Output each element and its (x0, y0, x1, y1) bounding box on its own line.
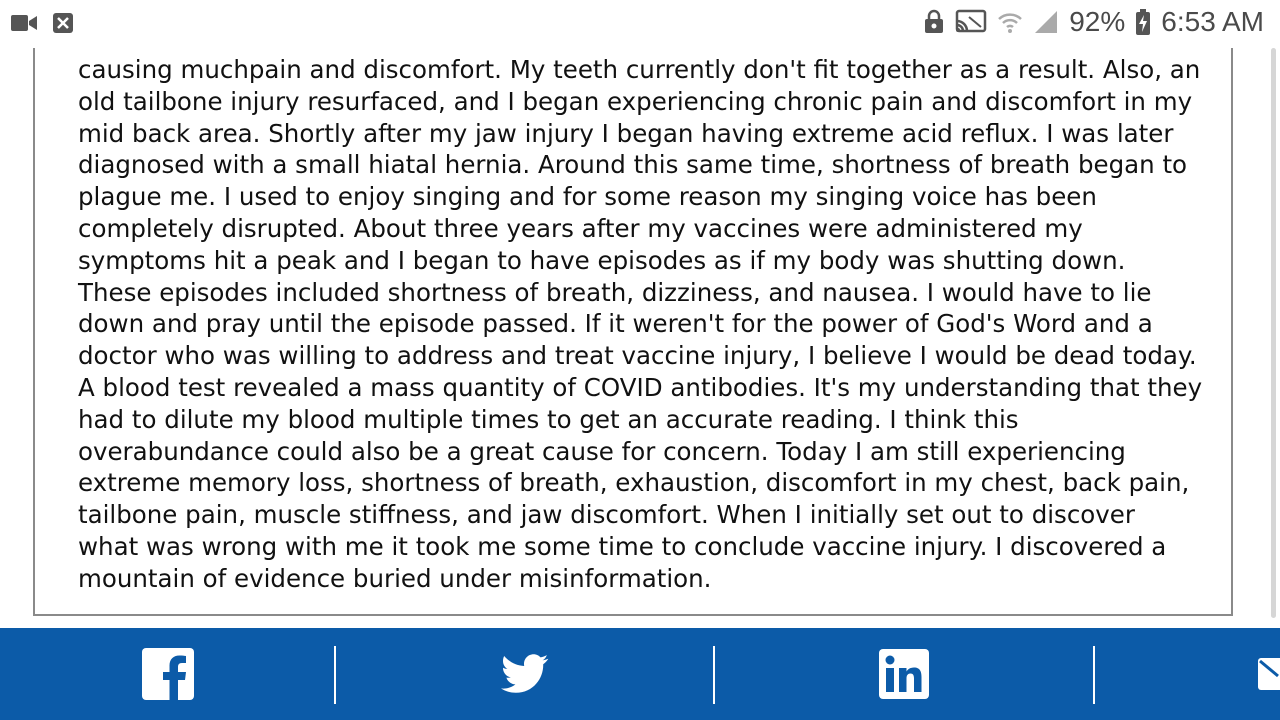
article-line: tailbone pain, muscle stiffness, and jaw discomfort. When I initially set out to discover (78, 500, 1135, 530)
status-left-icons (10, 12, 74, 34)
article-line: These episodes included shortness of breath, dizziness, and nausea. I would have to lie (78, 277, 1152, 307)
article-line: completely disrupted. About three years after my vaccines were administered my (78, 213, 1083, 243)
status-bar (0, 0, 1280, 48)
status-right-icons (923, 6, 1264, 38)
article-line: old tailbone injury resurfaced, and I began experiencing chronic pain and discomfort in my (78, 86, 1193, 116)
article-line: mountain of evidence buried under misinformation. (78, 563, 712, 593)
close-box-icon (52, 12, 74, 34)
battery-percentage: 92% (1069, 6, 1126, 37)
article-line: what was wrong with me it took me some time to conclude vaccine injury. I discovered a (78, 531, 1167, 561)
article-text-box (33, 20, 1233, 616)
page-scrollbar[interactable] (1271, 48, 1276, 618)
video-camera-icon (10, 12, 38, 34)
article-line: overabundance could also be a great cause for concern. Today I am still experiencing (78, 436, 1126, 466)
facebook-share-button[interactable] (0, 628, 335, 720)
article-line: A blood test revealed a mass quantity of COVID antibodies. It's my understanding that they (78, 372, 1203, 402)
article-line: doctor who was willing to address and treat vaccine injury, I believe I would be dead today. (78, 341, 1197, 371)
cast-icon (955, 9, 987, 35)
email-icon (1258, 656, 1280, 692)
twitter-share-button[interactable] (336, 628, 714, 720)
article-body (78, 54, 1208, 595)
share-bar (0, 628, 1280, 720)
article-line: diagnosed with a small hiatal hernia. Around this same time, shortness of breath began to (78, 150, 1188, 180)
lock-icon (923, 9, 945, 35)
article-line: symptoms hit a peak and I began to have episodes as if my body was shutting down. (78, 245, 1126, 275)
facebook-icon (142, 648, 194, 700)
email-share-button[interactable] (1095, 628, 1280, 720)
battery-charging-icon (1135, 8, 1151, 36)
article-line: plague me. I used to enjoy singing and for some reason my singing voice has been (78, 182, 1097, 212)
linkedin-share-button[interactable] (715, 628, 1093, 720)
article-line: causing muchpain and discomfort. My teeth currently don't fit together as a result. Also, an (78, 55, 1201, 84)
twitter-icon (501, 654, 549, 694)
signal-icon (1033, 9, 1059, 35)
article-line: down and pray until the episode passed. If it weren't for the power of God's Word and a (78, 309, 1153, 339)
linkedin-icon (879, 649, 929, 699)
article-line: extreme memory loss, shortness of breath, exhaustion, discomfort in my chest, back pain, (78, 468, 1190, 498)
article-line: had to dilute my blood multiple times to get an accurate reading. I think this (78, 404, 1019, 434)
article-line: mid back area. Shortly after my jaw injury I began having extreme acid reflux. I was later (78, 118, 1174, 148)
wifi-icon (997, 9, 1023, 35)
clock: 6:53 AM (1161, 6, 1264, 37)
